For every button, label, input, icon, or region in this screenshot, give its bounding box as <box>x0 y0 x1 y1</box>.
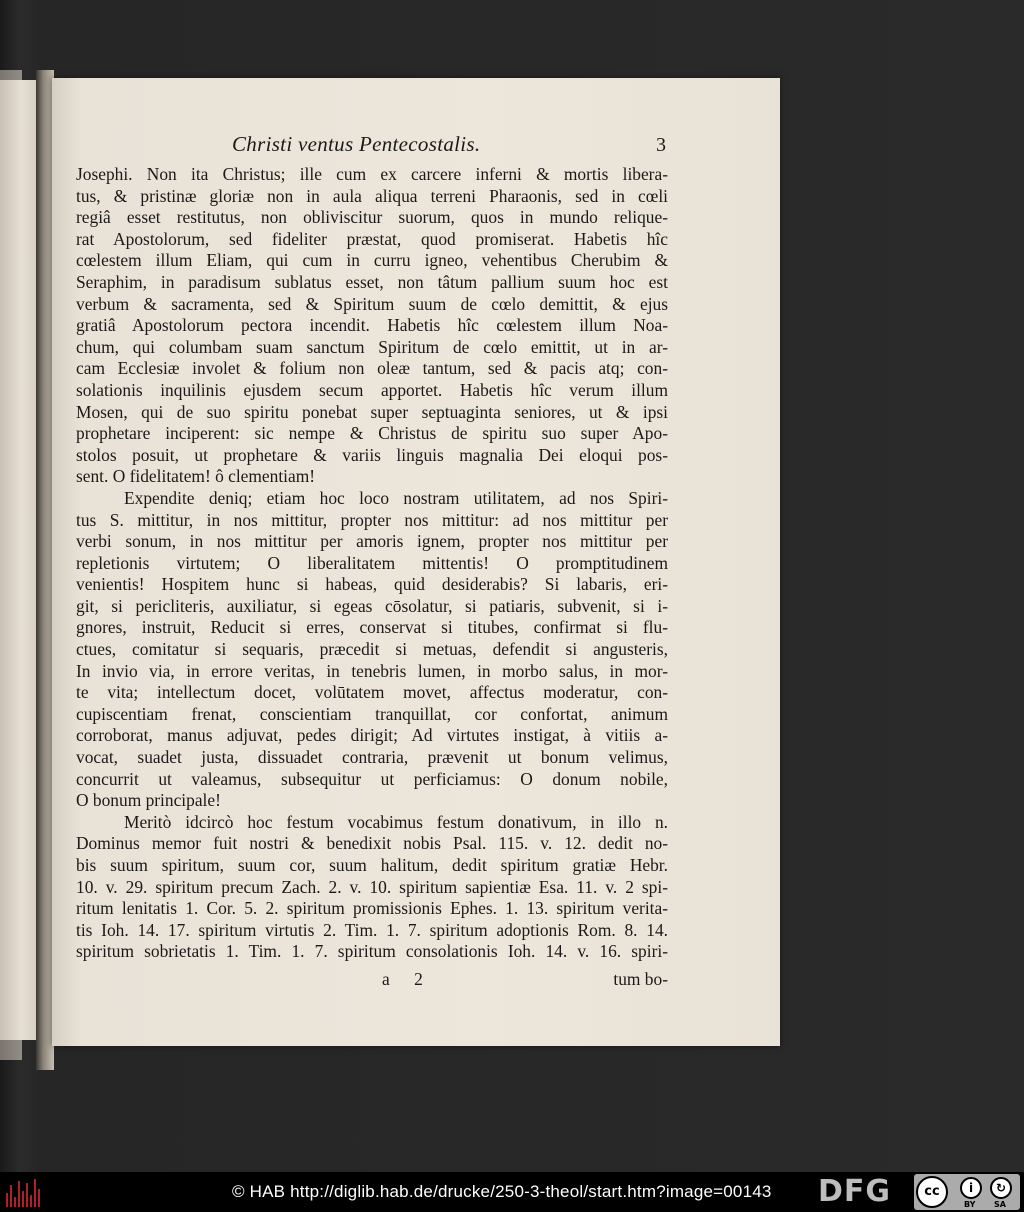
page-text-block <box>76 134 668 991</box>
text-line: regiâ esset restitutus, non obliviscitur suorum, quos in mundo relique- <box>76 207 668 228</box>
copyright-link[interactable]: © HAB http://diglib.hab.de/drucke/250-3-theol/start.htm?image=00143 <box>232 1182 772 1201</box>
signature-mark: a 2 <box>382 968 433 989</box>
text-line: venientis! Hospitem hunc si habeas, quid desiderabis? Si labaris, eri- <box>76 574 668 595</box>
text-line: gnores, instruit, Reducit si erres, conservat si titubes, confirmat si flu- <box>76 617 668 638</box>
text-line: spiritum sobrietatis 1. Tim. 1. 7. spiritum consolationis Ioh. 14. v. 16. spiri- <box>76 941 668 962</box>
running-head <box>76 134 668 164</box>
text-line: Josephi. Non ita Christus; ille cum ex carcere inferni & mortis libera- <box>76 164 668 184</box>
scanned-page <box>52 78 780 1046</box>
cc-license-badge[interactable] <box>914 1174 1020 1210</box>
previous-page-edge <box>0 80 36 1040</box>
text-line: cupiscentiam frenat, conscientiam tranquillat, cor confortat, animum <box>76 703 668 724</box>
text-line: corroborat, manus adjuvat, pedes dirigit; Ad virtutes instigat, à vitiis a- <box>76 725 668 746</box>
text-line: verbum & sacramenta, sed & Spiritum suum de cœlo demittit, & ejus <box>76 293 668 314</box>
text-line: tis Ioh. 14. 17. spiritum virtutis 2. Tim. 1. 7. spiritum adoptionis Rom. 8. 14. <box>76 919 668 940</box>
text-line: In invio via, in errore veritas, in tenebris lumen, in morbo salus, in mor- <box>76 660 668 681</box>
page-number: 3 <box>656 134 666 156</box>
text-line: ctues, comitatur si sequaris, præcedit si metuas, defendit si angusteris, <box>76 639 668 660</box>
footer-bar <box>0 1172 1024 1212</box>
text-line: bis suum spiritum, suum cor, suum halitum, dedit spiritum gratiæ Hebr. <box>76 855 668 875</box>
text-line: repletionis virtutem; O liberalitatem mittentis! O promptitudinem <box>76 552 668 573</box>
by-label: BY <box>964 1200 976 1209</box>
dfg-logo[interactable]: DFG <box>818 1174 892 1209</box>
by-attribution-icon: i <box>960 1177 982 1199</box>
text-line: O bonum principale! <box>76 790 221 811</box>
text-line: cœlestem illum Eliam, qui cum in curru igneo, vehentibus Cherubim & <box>76 250 668 271</box>
running-title: Christi ventus Pentecostalis. <box>232 132 481 156</box>
text-line: 10. v. 29. spiritum precum Zach. 2. v. 10. spiritum sapientiæ Esa. 11. v. 2 spi- <box>76 876 668 897</box>
text-line: tus, & pristinæ gloriæ non in aula aliqua terreni Pharaonis, sed in cœli <box>76 185 668 206</box>
text-line: verbi sonum, in nos mittitur per amoris ignem, propter nos mittitur per <box>76 531 668 552</box>
text-line: tus S. mittitur, in nos mittitur, propter nos mittitur: ad nos mittitur per <box>76 509 668 530</box>
text-line: gratiâ Apostolorum pectora incendit. Habetis hîc cœlestem illum Noa- <box>76 315 668 336</box>
catchword: tum bo- <box>613 968 668 989</box>
text-line: te vita; intellectum docet, volūtatem movet, affectus moderatur, con- <box>76 682 668 703</box>
text-line: Dominus memor fuit nostri & benedixit nobis Psal. 115. v. 12. dedit no- <box>76 833 668 854</box>
sa-share-alike-icon: ↻ <box>990 1177 1012 1199</box>
hab-logo-icon[interactable] <box>6 1177 42 1207</box>
text-line: stolos posuit, ut prophetare & variis linguis magnalia Dei eloqui pos- <box>76 444 668 465</box>
text-line: Expendite deniq; etiam hoc loco nostram utilitatem, ad nos Spiri- <box>124 487 668 508</box>
text-line: Meritò idcircò hoc festum vocabimus festum donativum, in illo n. <box>124 811 668 832</box>
text-line: sent. O fidelitatem! ô clementiam! <box>76 466 316 487</box>
text-line: vocat, suadet justa, dissuadet contraria, prævenit ut bonum velimus, <box>76 747 668 768</box>
text-line: Seraphim, in paradisum sublatus esset, non tâtum pallium suum hoc est <box>76 271 668 292</box>
text-line: chum, qui columbam suam sanctum Spiritum de cœlo emittit, ut in ar- <box>76 336 668 357</box>
text-line: cam Ecclesiæ involet & folium non oleæ tantum, sed & pacis atq; con- <box>76 358 668 379</box>
text-line: rat Apostolorum, sed fideliter præstat, quod promiserat. Habetis hîc <box>76 228 668 249</box>
text-line: concurrit ut valeamus, subsequitur ut perficiamus: O donum nobile, <box>76 768 668 789</box>
text-line: ritum lenitatis 1. Cor. 5. 2. spiritum promissionis Ephes. 1. 13. spiritum verita- <box>76 898 668 919</box>
text-line: Mosen, qui de suo spiritu ponebat super septuaginta seniores, ut & ipsi <box>76 401 668 422</box>
text-line: prophetare inciperent: sic nempe & Christus de spiritu suo super Apo- <box>76 423 668 444</box>
page-footer <box>76 969 668 991</box>
cc-icon: cc <box>916 1176 948 1208</box>
text-line: git, si pericliteris, auxiliatur, si egeas cōsolatur, si patiaris, subvenit, si i- <box>76 595 668 616</box>
text-line: solationis inquilinis ejusdem secum apportet. Habetis hîc verum illum <box>76 379 668 400</box>
sa-label: SA <box>994 1200 1006 1209</box>
